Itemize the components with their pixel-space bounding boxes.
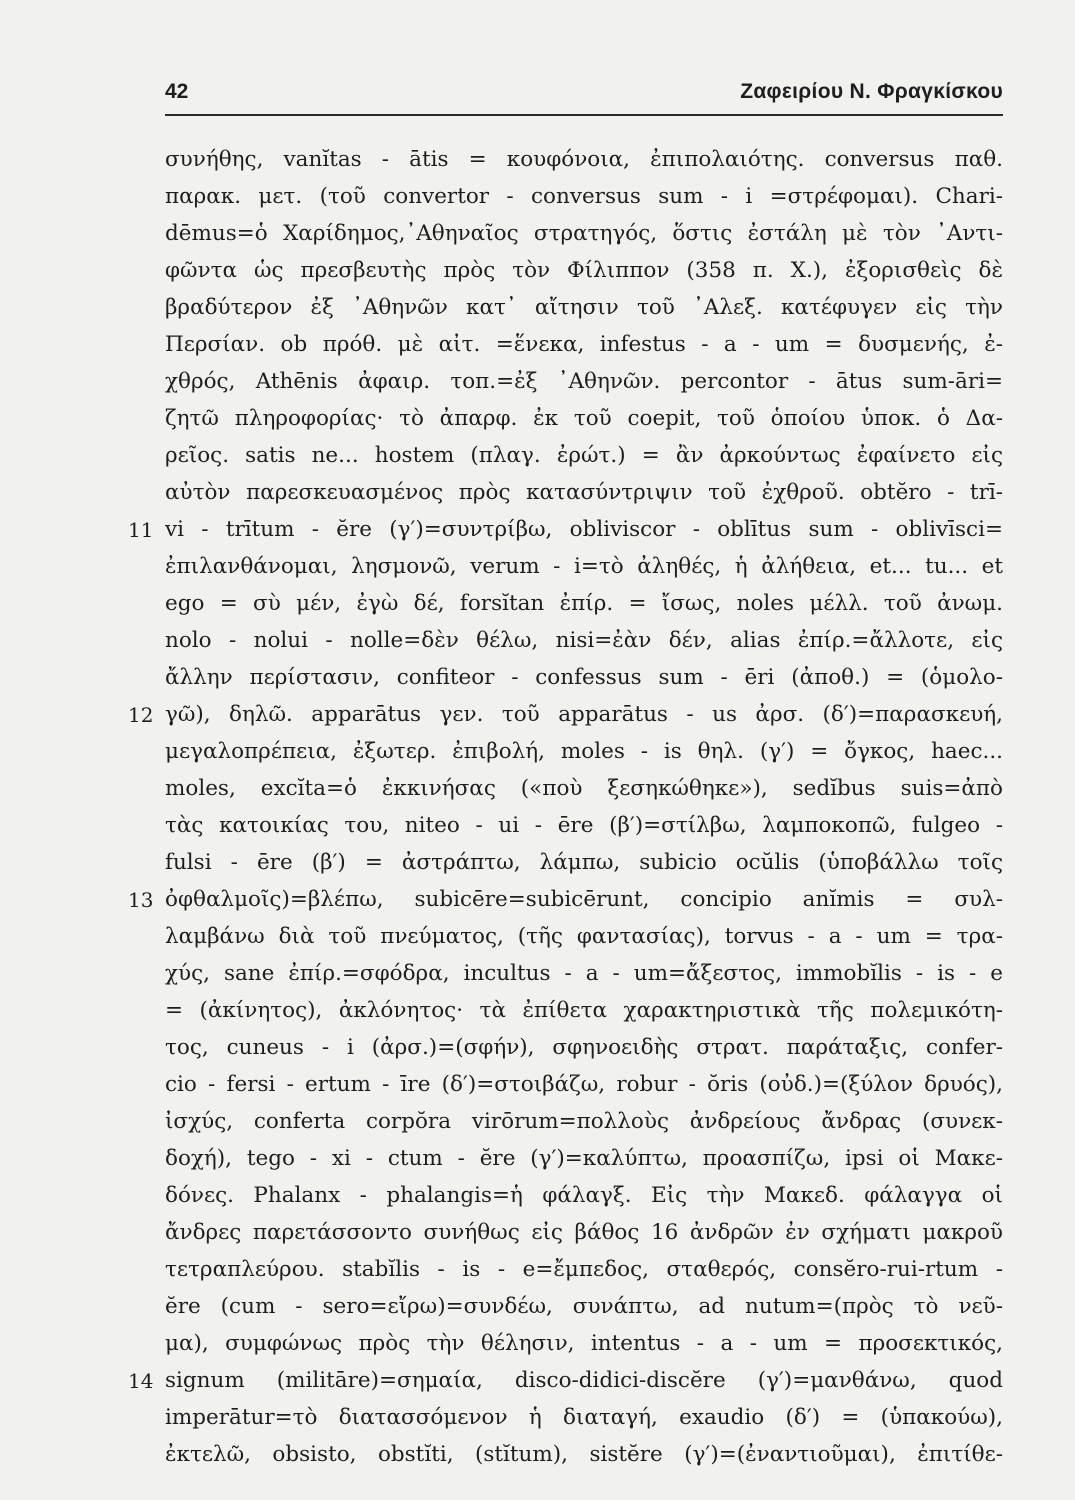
text-line: αὐτὸν παρεσκευασμένος πρὸς κατασύντριψιν τοῦ ἐχθροῦ. obtĕro - trī- xyxy=(165,480,1003,505)
text-line: ρεῖος. satis ne... hostem (πλαγ. ἐρώτ.) = ἂν ἀρκούντως ἐφαίνετο εἰς xyxy=(165,443,1003,468)
text-line: τὰς κατοικίας του, niteo - ui - ēre (β′)=στίλβω, λαμποκοπῶ, fulgeo - xyxy=(165,813,1003,838)
text-line: = (ἀκίνητος), ἀκλόνητος· τὰ ἐπίθετα χαρακτηριστικὰ τῆς πολεμικότη- xyxy=(165,998,1003,1023)
margin-line-number: 11 xyxy=(128,518,154,542)
text-line: τος, cuneus - i (ἀρσ.)=(σφήν), σφηνοειδὴς στρατ. παράταξις, confer- xyxy=(165,1035,1003,1060)
text-line: ĕre (cum - sero=εἴρω)=συνδέω, συνάπτω, ad nutum=(πρὸς τὸ νεῦ- xyxy=(165,1294,1003,1319)
text-line: τετραπλεύρου. stabĭlis - is - e=ἔμπεδος, σταθερός, consĕro-rui-rtum - xyxy=(165,1257,1003,1282)
text-line: μεγαλοπρέπεια, ἐξωτερ. ἐπιβολή, moles - is θηλ. (γ′) = ὄγκος, haec... xyxy=(165,739,1003,764)
text-line: λαμβάνω διὰ τοῦ πνεύματος, (τῆς φαντασίας), torvus - a - um = τρα- xyxy=(165,924,1003,949)
text-line: imperātur=τὸ διατασσόμενον ἡ διαταγή, exaudio (δ′) = (ὑπακούω), xyxy=(165,1405,1003,1430)
text-line: δόνες. Phalanx - phalangis=ἡ φάλαγξ. Εἰς τὴν Μακεδ. φάλαγγα οἱ xyxy=(165,1183,1003,1208)
text-line: μα), συμφώνως πρὸς τὴν θέλησιν, intentus - a - um = προσεκτικός, xyxy=(165,1331,1003,1356)
text-line: ἐκτελῶ, obsisto, obstĭti, (stĭtum), sistĕre (γ′)=(ἐναντιοῦμαι), ἐπιτίθε- xyxy=(165,1442,1003,1467)
margin-line-number: 12 xyxy=(128,703,154,727)
text-line: φῶντα ὡς πρεσβευτὴς πρὸς τὸν Φίλιππον (358 π. Χ.), ἐξορισθεὶς δὲ xyxy=(165,258,1003,283)
text-line: ζητῶ πληροφορίας· τὸ ἀπαρφ. ἐκ τοῦ coepit, τοῦ ὁποίου ὑποκ. ὁ Δα- xyxy=(165,406,1003,431)
text-line: ego = σὺ μέν, ἐγὼ δέ, forsĭtan ἐπίρ. = ἴσως, noles μέλλ. τοῦ ἀνωμ. xyxy=(165,591,1003,616)
text-line: moles, excĭta=ὁ ἐκκινήσας («ποὺ ξεσηκώθηκε»), sedĭbus suis=ἀπὸ xyxy=(165,776,1003,801)
text-line: ἄλλην περίστασιν, confiteor - confessus sum - ēri (ἀποθ.) = (ὁμολο- xyxy=(165,665,1003,690)
text-line: ἄνδρες παρετάσσοντο συνήθως εἰς βάθος 16 ἀνδρῶν ἐν σχήματι μακροῦ xyxy=(165,1220,1003,1245)
text-line: vi - trītum - ĕre (γ′)=συντρίβω, obliviscor - oblītus sum - oblivīsci= xyxy=(165,517,1003,542)
text-line: fulsi - ēre (β′) = ἀστράπτω, λάμπω, subicio ocŭlis (ὑποβάλλω τοῖς xyxy=(165,850,1003,875)
text-line: signum (militāre)=σημαία, disco-didici-discĕre (γ′)=μανθάνω, quod xyxy=(165,1368,1003,1393)
text-line: συνήθης, vanĭtas - ātis = κουφόνοια, ἐπιπολαιότης. conversus παθ. xyxy=(165,147,1003,172)
text-line: cio - fersi - ertum - īre (δ′)=στοιβάζω, robur - ŏris (οὐδ.)=(ξύλον δρυός), xyxy=(165,1072,1003,1097)
page-number: 42 xyxy=(165,80,189,103)
margin-line-number: 13 xyxy=(128,888,154,912)
text-line: Περσίαν. ob πρόθ. μὲ αἰτ. =ἕνεκα, infestus - a - um = δυσμενής, ἐ- xyxy=(165,332,1003,357)
text-line: παρακ. μετ. (τοῦ convertor - conversus sum - i =στρέφομαι). Chari- xyxy=(165,184,1003,209)
running-title: Ζαφειρίου Ν. Φραγκίσκου xyxy=(740,80,1003,103)
text-line: χύς, sane ἐπίρ.=σφόδρα, incultus - a - um=ἄξεστος, immobĭlis - is - e xyxy=(165,961,1003,986)
text-line: δοχή), tego - xi - ctum - ĕre (γ′)=καλύπτω, προασπίζω, ipsi οἱ Μακε- xyxy=(165,1146,1003,1171)
text-line: βραδύτερον ἐξ ᾿Αθηνῶν κατ᾿ αἴτησιν τοῦ ᾿Αλεξ. κατέφυγεν εἰς τὴν xyxy=(165,295,1003,320)
text-line: nolo - nolui - nolle=δὲν θέλω, nisi=ἐὰν δέν, alias ἐπίρ.=ἄλλοτε, εἰς xyxy=(165,628,1003,653)
margin-line-number: 14 xyxy=(128,1369,154,1393)
text-line: ὀφθαλμοῖς)=βλέπω, subicēre=subicērunt, concipio anĭmis = συλ- xyxy=(165,887,1003,912)
text-line: ἰσχύς, conferta corpŏra virōrum=πολλοὺς ἀνδρείους ἄνδρας (συνεκ- xyxy=(165,1109,1003,1134)
text-line: dēmus=ὁ Χαρίδημος,᾿Αθηναῖος στρατηγός, ὅστις ἐστάλη μὲ τὸν ᾿Αντι- xyxy=(165,221,1003,246)
text-line: χθρός, Athēnis ἀφαιρ. τοπ.=ἐξ ᾿Αθηνῶν. percontor - ātus sum-āri= xyxy=(165,369,1003,394)
text-line: ἐπιλανθάνομαι, λησμονῶ, verum - i=τὸ ἀληθές, ἡ ἀλήθεια, et... tu... et xyxy=(165,554,1003,579)
text-line: γῶ), δηλῶ. apparātus γεν. τοῦ apparātus - us ἀρσ. (δ′)=παρασκευή, xyxy=(165,702,1003,727)
